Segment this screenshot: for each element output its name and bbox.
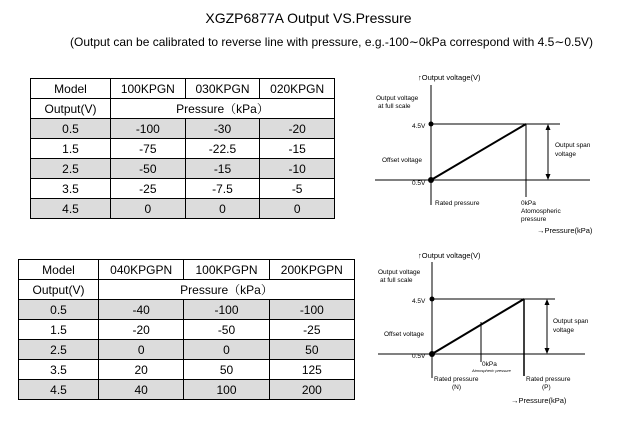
value-cell: 40 (99, 380, 184, 400)
span-label: Output span (555, 142, 591, 149)
value-cell: -5 (260, 179, 335, 199)
model-cell: 030KPGN (185, 79, 260, 99)
model-header: Model (19, 260, 99, 280)
model-cell: 100KPGN (111, 79, 186, 99)
high-voltage-label: 4.5V (412, 123, 426, 130)
value-cell: -25 (269, 320, 354, 340)
offset-point (429, 351, 435, 357)
full-scale-label: Output voltage (378, 269, 421, 276)
page-title: XGZP6877A Output VS.Pressure (205, 10, 412, 26)
zero-kpa-label: Atmospheric pressure (472, 368, 511, 373)
value-cell: 0 (185, 199, 260, 219)
value-cell: -50 (184, 320, 269, 340)
value-cell: -100 (111, 119, 186, 139)
rated-p-label: (P) (542, 384, 551, 391)
value-cell: 0 (99, 340, 184, 360)
value-cell: 20 (99, 360, 184, 380)
pressure-header: Pressure（kPa） (111, 99, 335, 119)
output-curve (431, 124, 526, 180)
value-cell: -30 (185, 119, 260, 139)
value-cell: -40 (99, 300, 184, 320)
full-scale-label: at full scale (378, 103, 411, 110)
pressure-header: Pressure（kPa） (99, 280, 355, 300)
value-cell: -15 (185, 159, 260, 179)
output-cell: 1.5 (19, 320, 99, 340)
output-cell: 1.5 (31, 139, 111, 159)
zero-kpa-label: pressure (521, 216, 547, 223)
output-header: Output(V) (19, 280, 99, 300)
x-axis-label: →Pressure(kPa) (511, 396, 567, 405)
full-scale-point (429, 122, 434, 127)
model-cell: 020KPGN (260, 79, 335, 99)
output-cell: 3.5 (19, 360, 99, 380)
full-scale-point (430, 297, 435, 302)
span-label: voltage (555, 151, 576, 158)
value-cell: -25 (111, 179, 186, 199)
value-cell: -20 (99, 320, 184, 340)
value-cell: 50 (184, 360, 269, 380)
output-cell: 4.5 (31, 199, 111, 219)
page-subtitle: (Output can be calibrated to reverse line with pressure, e.g.-100∼0kPa correspond with 4.5∼0.5V) (70, 35, 594, 49)
value-cell: -7.5 (185, 179, 260, 199)
span-label: Output span (553, 318, 589, 325)
value-cell: 0 (184, 340, 269, 360)
rated-n-label: Rated pressure (434, 376, 479, 383)
value-cell: -22.5 (185, 139, 260, 159)
output-header: Output(V) (31, 99, 111, 119)
span-label: voltage (553, 327, 574, 334)
value-cell: 0 (260, 199, 335, 219)
output-curve (432, 299, 524, 354)
output-cell: 2.5 (19, 340, 99, 360)
y-axis-label: ↑Output voltage(V) (418, 251, 481, 260)
value-cell: 125 (269, 360, 354, 380)
value-cell: -10 (260, 159, 335, 179)
model-header: Model (31, 79, 111, 99)
model-cell: 040KPGPN (99, 260, 184, 280)
rated-pressure-label: Rated pressure (435, 200, 480, 207)
value-cell: -50 (111, 159, 186, 179)
value-cell: 50 (269, 340, 354, 360)
offset-label: Offset voltage (382, 157, 422, 164)
rated-n-label: (N) (452, 384, 462, 391)
zero-kpa-label: 0kPa (482, 361, 497, 368)
zero-kpa-label: 0kPa (521, 200, 536, 207)
value-cell: -75 (111, 139, 186, 159)
value-cell: -20 (260, 119, 335, 139)
value-cell: -100 (184, 300, 269, 320)
full-scale-label: Output voltage (376, 95, 419, 102)
output-cell: 0.5 (19, 300, 99, 320)
rated-p-label: Rated pressure (526, 376, 571, 383)
output-cell: 0.5 (31, 119, 111, 139)
span-arrow-head-up (545, 299, 550, 305)
model-cell: 200KPGPN (269, 260, 354, 280)
offset-point (428, 177, 434, 183)
model-cell: 100KPGPN (184, 260, 269, 280)
span-arrow-head-up (546, 124, 551, 130)
low-voltage-label: 0.5V (412, 353, 426, 360)
output-cell: 3.5 (31, 179, 111, 199)
value-cell: 200 (269, 380, 354, 400)
value-cell: 100 (184, 380, 269, 400)
y-axis-label: ↑Output voltage(V) (418, 73, 481, 82)
output-cell: 2.5 (31, 159, 111, 179)
zero-kpa-label: Atomospheric (521, 208, 561, 215)
x-axis-label: →Pressure(kPa) (537, 226, 593, 235)
value-cell: -100 (269, 300, 354, 320)
offset-label: Offset voltage (384, 331, 424, 338)
full-scale-label: at full scale (380, 277, 413, 284)
value-cell: -15 (260, 139, 335, 159)
span-arrow-head-down (545, 348, 550, 354)
span-arrow-head-down (546, 174, 551, 180)
low-voltage-label: 0.5V (412, 180, 426, 187)
value-cell: 0 (111, 199, 186, 219)
output-cell: 4.5 (19, 380, 99, 400)
high-voltage-label: 4.5V (412, 298, 426, 305)
